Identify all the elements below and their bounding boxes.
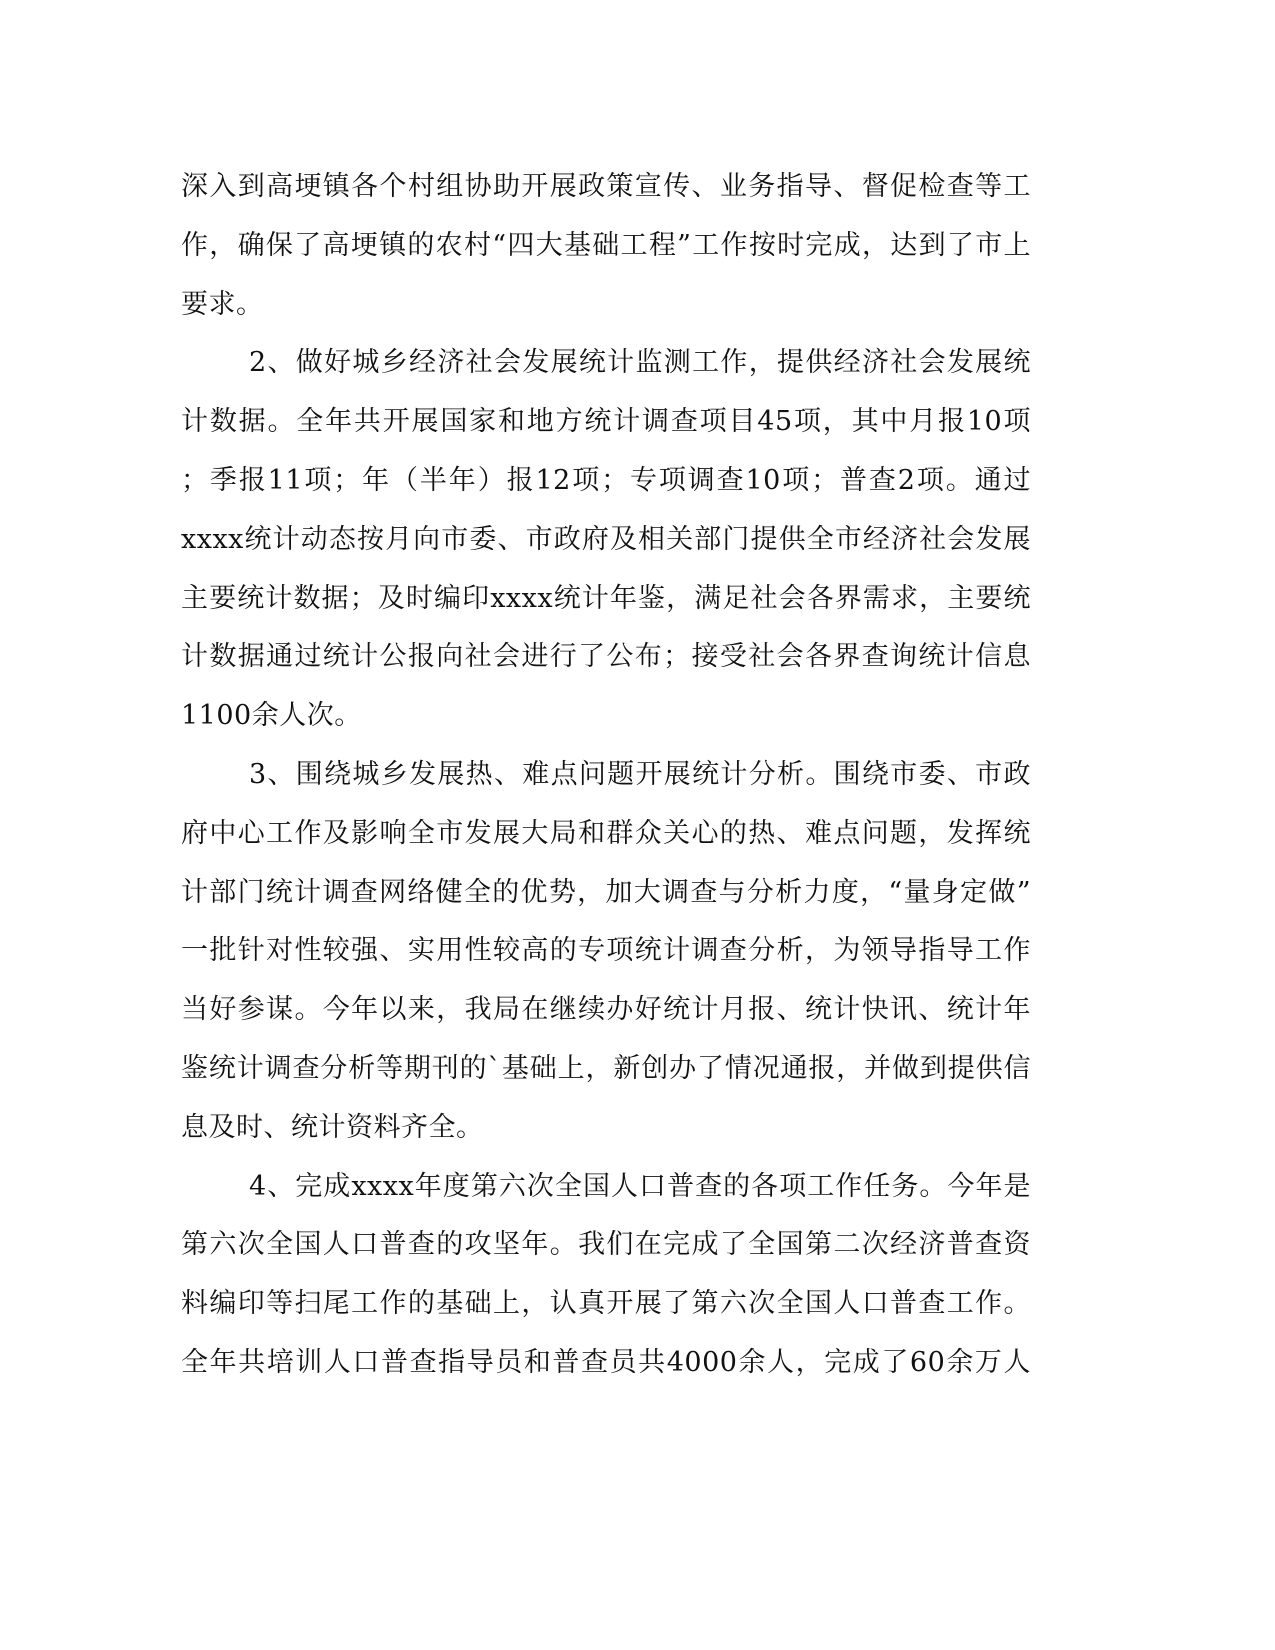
paragraph-4-start: 4、完成xxxx年度第六次全国人口普查的各项工作任务。今年是 <box>249 1170 1031 1202</box>
text-line: 计数据通过统计公报向社会进行了公布；接受社会各界查询统计信息 <box>181 641 1031 673</box>
text-line: 主要统计数据；及时编印xxxx统计年鉴，满足社会各界需求，主要统 <box>181 582 1031 614</box>
text-line: 计数据。全年共开展国家和地方统计调查项目45项，其中月报10项 <box>181 406 1031 438</box>
text-line: 息及时、统计资料齐全。 <box>181 1111 484 1143</box>
text-line: 府中心工作及影响全市发展大局和群众关心的热、难点问题，发挥统 <box>181 817 1031 849</box>
body-text <box>181 158 1031 1393</box>
text-line: 要求。 <box>181 288 264 320</box>
text-line: 当好参谋。今年以来，我局在继续办好统计月报、统计快讯、统计年 <box>181 994 1031 1026</box>
text-line: 计部门统计调查网络健全的优势，加大调查与分析力度，“量身定做” <box>181 876 1031 908</box>
text-line: 一批针对性较强、实用性较高的专项统计调查分析，为领导指导工作 <box>181 935 1031 967</box>
paragraph-3-start: 3、围绕城乡发展热、难点问题开展统计分析。围绕市委、市政 <box>249 758 1031 790</box>
text-line: xxxx统计动态按月向市委、市政府及相关部门提供全市经济社会发展 <box>181 523 1031 555</box>
paragraph-2-start: 2、做好城乡经济社会发展统计监测工作，提供经济社会发展统 <box>249 347 1031 379</box>
text-line: ；季报11项；年（半年）报12项；专项调查10项；普查2项。通过 <box>181 464 1031 496</box>
text-line: 1100余人次。 <box>181 700 362 732</box>
text-line: 第六次全国人口普查的攻坚年。我们在完成了全国第二次经济普查资 <box>181 1229 1031 1261</box>
text-line: 料编印等扫尾工作的基础上，认真开展了第六次全国人口普查工作。 <box>181 1288 1031 1320</box>
text-line: 深入到高埂镇各个村组协助开展政策宣传、业务指导、督促检查等工 <box>181 171 1031 202</box>
text-line: 全年共培训人口普查指导员和普查员共4000余人，完成了60余万人 <box>181 1346 1031 1378</box>
text-line: 鉴统计调查分析等期刊的`基础上，新创办了情况通报，并做到提供信 <box>181 1052 1031 1084</box>
text-line: 作，确保了高埂镇的农村“四大基础工程”工作按时完成，达到了市上 <box>181 229 1031 261</box>
